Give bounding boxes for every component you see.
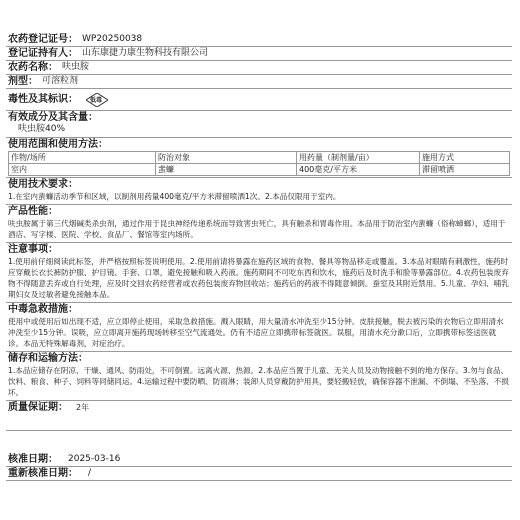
form-label: 剂型： bbox=[8, 76, 38, 87]
ingredient-label: 有效成分及其含量： bbox=[8, 112, 98, 123]
scope-section bbox=[6, 138, 512, 178]
first-aid-text: 使用中或使用后如出现不适，应立即停止使用，采取急救措施。溅入眼睛，用大量清水冲洗至少15分钟。皮肤接触，脱去被污染的衣物后立即用清水冲洗至少15分钟。误吸，应立即离开施药现场转移至空气流通处。仍有不适应立即携带标签就医。误服，用清水充分漱口后，立即携带标签送医就诊。本品无特殊解毒剂，对症治疗。 bbox=[8, 317, 504, 348]
reg-number-row bbox=[6, 33, 512, 47]
quality-section bbox=[6, 401, 512, 431]
col-target: 防治对象 bbox=[156, 152, 297, 164]
performance-text: 呋虫胺属于第三代烟碱类杀虫剂，通过作用于昆虫神经传递系统而导致害虫死亡，具有触杀和胃毒作用。本品用于防治室内蜚蠊（俗称蟑螂），适用于酒店、写字楼、医院、学校、食品厂、餐馆等室内场所。 bbox=[8, 219, 506, 239]
first-aid-label: 中毒急救措施： bbox=[8, 304, 78, 315]
notes-text: 1.使用前仔细阅读此标签，并严格按照标签说明使用。2.使用前请将暴露在施药区域的食物、餐具等物品移走或覆盖。3.本品对眼睛有刺激性，施药时应穿戴长衣长裤防护服、护目镜、手套、口罩，避免接触和吸入药液。施药期间不可吃东西和饮水，施药后及时洗手和脸等暴露部位。4.农药包装废弃物不得随意丢弃或自行处理，应及时交回农药经营者或农药包装废弃物回收站；施药后的药液不得随意倾倒。蚕室及其附近禁用。5.儿童、孕妇、哺乳期妇女及过敏者避免接触本品。 bbox=[8, 257, 509, 299]
quality-label: 质量保证期： bbox=[8, 402, 68, 413]
reapproval-row bbox=[6, 467, 512, 481]
name-row bbox=[6, 61, 512, 75]
toxicity-label: 毒性及其标识： bbox=[8, 94, 78, 105]
approval-label: 核准日期： bbox=[8, 454, 58, 465]
first-aid-section bbox=[6, 303, 512, 352]
reg-number-label: 农药登记证号： bbox=[8, 34, 78, 45]
notes-label: 注意事项： bbox=[8, 244, 58, 255]
cell-dosage: 400毫克/平方米 bbox=[297, 164, 420, 176]
performance-label: 产品性能： bbox=[8, 206, 58, 217]
name-value: 呋虫胺 bbox=[62, 62, 90, 72]
holder-label: 登记证持有人： bbox=[8, 48, 78, 59]
reapproval-value: / bbox=[88, 468, 92, 478]
low-toxicity-icon bbox=[86, 93, 108, 107]
tech-section bbox=[6, 178, 512, 205]
low-toxicity-mark: 低毒 bbox=[90, 96, 103, 104]
tech-text: 1.在室内蜚蠊活动季节和区域，以制剂用药量400毫克/平方米滞留喷洒1次。2.本品仅限用于室内。 bbox=[8, 192, 341, 201]
ingredient-section bbox=[6, 111, 512, 138]
name-label: 农药名称： bbox=[8, 62, 58, 73]
cell-method: 滞留喷洒 bbox=[420, 164, 510, 176]
reapproval-label: 重新核准日期： bbox=[8, 468, 78, 479]
notes-section bbox=[6, 243, 512, 303]
toxicity-row bbox=[6, 89, 512, 111]
col-dosage: 用药量（制剂量/亩） bbox=[297, 152, 420, 164]
col-method: 施用方式 bbox=[420, 152, 510, 164]
table-header-row bbox=[9, 152, 510, 164]
form-value: 可溶粒剂 bbox=[42, 76, 79, 86]
quality-value: 2年 bbox=[76, 403, 90, 412]
storage-section bbox=[6, 352, 512, 401]
approval-row bbox=[6, 453, 512, 467]
label-document bbox=[6, 33, 512, 481]
holder-row bbox=[6, 47, 512, 61]
cell-target: 蜚蠊 bbox=[156, 164, 297, 176]
reg-number-value: WP20250038 bbox=[82, 34, 143, 44]
scope-label: 使用范围和使用方法： bbox=[8, 139, 108, 150]
storage-label: 储存和运输方法： bbox=[8, 353, 88, 364]
approval-value: 2025-03-16 bbox=[68, 454, 121, 464]
ingredient-value: 呋虫胺40% bbox=[18, 124, 66, 134]
performance-section bbox=[6, 205, 512, 243]
cell-crop: 室内 bbox=[9, 164, 156, 176]
holder-value: 山东康捷力康生物科技有限公司 bbox=[82, 48, 209, 58]
form-row bbox=[6, 75, 512, 89]
storage-text: 1.本品应储存在阴凉、干燥、通风、防雨处，不可倒置。远离火源、热源。2.本品应当置于儿童、无关人员及动物接触不到的地方保存。3.勿与食品、饮料、粮食、种子、饲料等同储同运。4.运输过程中要防晒、防雨淋；装卸人员穿戴防护用具，要轻搬轻放，确保容器不泄漏、不倒塌、不坠落、不损坏。 bbox=[8, 366, 509, 397]
table-row bbox=[9, 164, 510, 176]
col-crop: 作物/场所 bbox=[9, 152, 156, 164]
scope-table bbox=[8, 151, 510, 176]
tech-label: 使用技术要求： bbox=[8, 179, 78, 190]
